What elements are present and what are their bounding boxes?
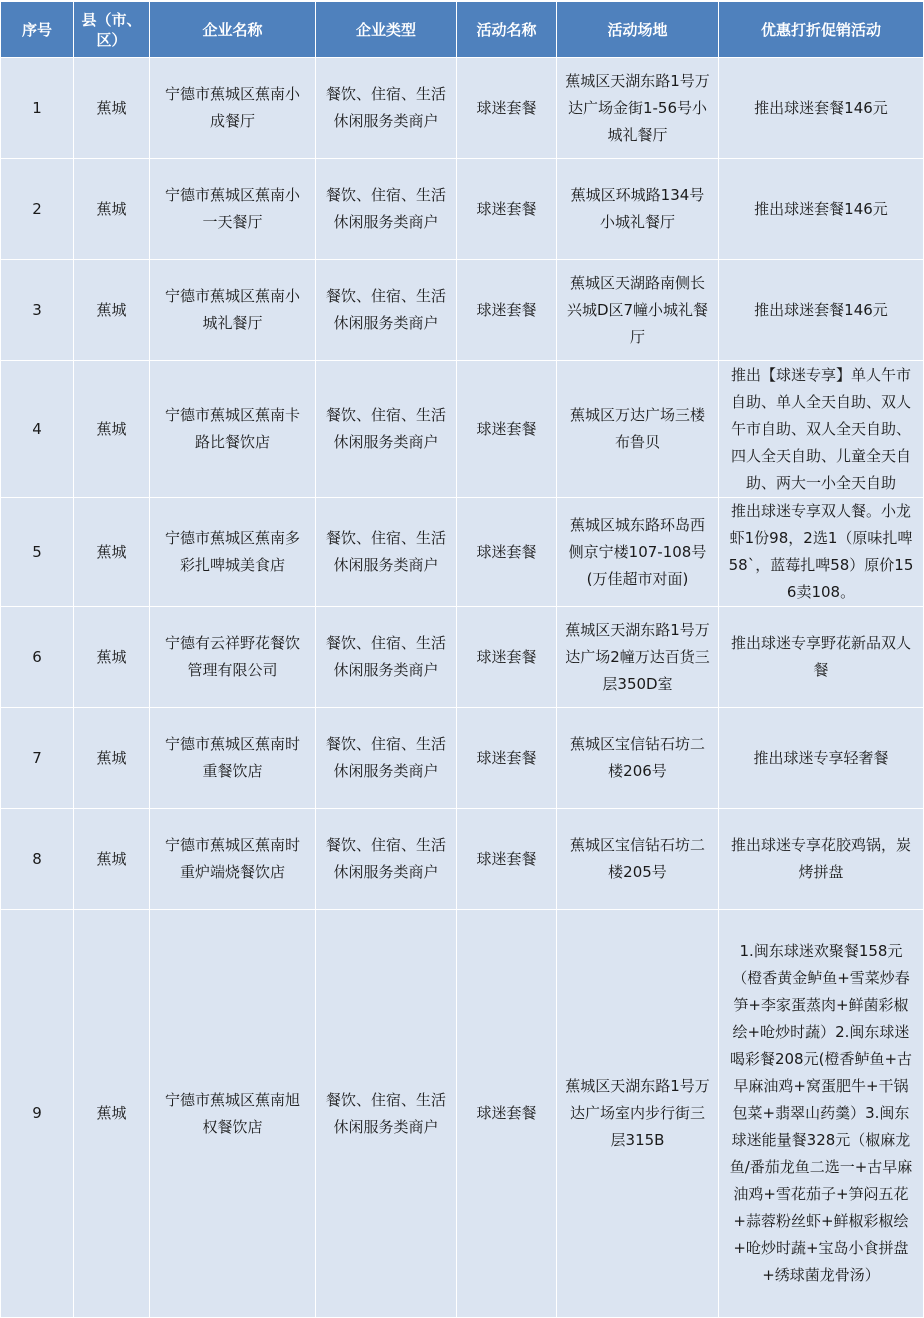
cell-company-type: 餐饮、住宿、生活休闲服务类商户 xyxy=(316,260,457,361)
cell-promotion: 推出球迷专享花胶鸡锅，炭烤拼盘 xyxy=(719,809,924,910)
cell-activity-name: 球迷套餐 xyxy=(457,361,557,498)
cell-county: 蕉城 xyxy=(74,910,150,1318)
header-company-type: 企业类型 xyxy=(316,2,457,58)
cell-company-type: 餐饮、住宿、生活休闲服务类商户 xyxy=(316,910,457,1318)
cell-county: 蕉城 xyxy=(74,159,150,260)
cell-activity-name: 球迷套餐 xyxy=(457,260,557,361)
cell-venue: 蕉城区万达广场三楼布鲁贝 xyxy=(557,361,719,498)
cell-serial-number: 5 xyxy=(1,498,74,607)
cell-promotion: 推出球迷专享野花新品双人餐 xyxy=(719,607,924,708)
cell-venue: 蕉城区天湖东路1号万达广场2幢万达百货三层350D室 xyxy=(557,607,719,708)
cell-promotion: 推出球迷套餐146元 xyxy=(719,159,924,260)
cell-serial-number: 8 xyxy=(1,809,74,910)
table-row xyxy=(1,910,924,1318)
cell-serial-number: 1 xyxy=(1,58,74,159)
cell-company-name: 宁德市蕉城区蕉南小成餐厅 xyxy=(150,58,316,159)
promotion-table xyxy=(0,1,924,1318)
cell-activity-name: 球迷套餐 xyxy=(457,498,557,607)
cell-promotion: 推出球迷套餐146元 xyxy=(719,260,924,361)
cell-venue: 蕉城区宝信钻石坊二楼206号 xyxy=(557,708,719,809)
table-row xyxy=(1,361,924,498)
table-row xyxy=(1,498,924,607)
cell-company-name: 宁德市蕉城区蕉南小城礼餐厅 xyxy=(150,260,316,361)
cell-venue: 蕉城区城东路环岛西侧京宁楼107-108号(万佳超市对面) xyxy=(557,498,719,607)
cell-serial-number: 6 xyxy=(1,607,74,708)
cell-company-name: 宁德市蕉城区蕉南时重餐饮店 xyxy=(150,708,316,809)
header-company-name: 企业名称 xyxy=(150,2,316,58)
header-county: 县（市、区） xyxy=(74,2,150,58)
cell-venue: 蕉城区天湖东路1号万达广场室内步行街三层315B xyxy=(557,910,719,1318)
cell-county: 蕉城 xyxy=(74,607,150,708)
cell-company-name: 宁德市蕉城区蕉南旭权餐饮店 xyxy=(150,910,316,1318)
cell-county: 蕉城 xyxy=(74,708,150,809)
header-promotion: 优惠打折促销活动 xyxy=(719,2,924,58)
cell-company-name: 宁德市蕉城区蕉南时重炉端烧餐饮店 xyxy=(150,809,316,910)
cell-company-type: 餐饮、住宿、生活休闲服务类商户 xyxy=(316,159,457,260)
cell-company-type: 餐饮、住宿、生活休闲服务类商户 xyxy=(316,809,457,910)
table-row xyxy=(1,809,924,910)
cell-activity-name: 球迷套餐 xyxy=(457,159,557,260)
cell-venue: 蕉城区天湖路南侧长兴城D区7幢小城礼餐厅 xyxy=(557,260,719,361)
table-row xyxy=(1,607,924,708)
cell-county: 蕉城 xyxy=(74,498,150,607)
cell-county: 蕉城 xyxy=(74,58,150,159)
cell-company-name: 宁德有云祥野花餐饮管理有限公司 xyxy=(150,607,316,708)
cell-serial-number: 2 xyxy=(1,159,74,260)
cell-promotion: 推出球迷专享轻奢餐 xyxy=(719,708,924,809)
cell-venue: 蕉城区环城路134号小城礼餐厅 xyxy=(557,159,719,260)
cell-promotion: 推出球迷套餐146元 xyxy=(719,58,924,159)
cell-promotion: 推出球迷专享双人餐。小龙虾1份98，2选1（原味扎啤58`，蓝莓扎啤58）原价156卖108。 xyxy=(719,498,924,607)
cell-county: 蕉城 xyxy=(74,260,150,361)
cell-company-type: 餐饮、住宿、生活休闲服务类商户 xyxy=(316,361,457,498)
cell-promotion: 1.闽东球迷欢聚餐158元（橙香黄金鲈鱼+雪菜炒春笋+李家蛋蒸肉+鲜菌彩椒绘+呛炒时蔬）2.闽东球迷喝彩餐208元(橙香鲈鱼+古早麻油鸡+窝蛋肥牛+干锅包菜+翡翠山药羹）3.闽东球迷能量餐328元（椒麻龙鱼/番茄龙鱼二选一+古早麻油鸡+雪花茄子+笋闷五花+蒜蓉粉丝虾+鲜椒彩椒绘+呛炒时蔬+宝岛小食拼盘+绣球菌龙骨汤） xyxy=(719,910,924,1318)
table-row xyxy=(1,159,924,260)
cell-serial-number: 4 xyxy=(1,361,74,498)
header-serial-number: 序号 xyxy=(1,2,74,58)
cell-serial-number: 3 xyxy=(1,260,74,361)
cell-county: 蕉城 xyxy=(74,809,150,910)
cell-promotion: 推出【球迷专享】单人午市自助、单人全天自助、双人午市自助、双人全天自助、四人全天自助、儿童全天自助、两大一小全天自助 xyxy=(719,361,924,498)
cell-company-type: 餐饮、住宿、生活休闲服务类商户 xyxy=(316,498,457,607)
cell-activity-name: 球迷套餐 xyxy=(457,58,557,159)
header-venue: 活动场地 xyxy=(557,2,719,58)
cell-company-type: 餐饮、住宿、生活休闲服务类商户 xyxy=(316,607,457,708)
cell-venue: 蕉城区宝信钻石坊二楼205号 xyxy=(557,809,719,910)
cell-county: 蕉城 xyxy=(74,361,150,498)
table-row xyxy=(1,58,924,159)
table-row xyxy=(1,708,924,809)
cell-activity-name: 球迷套餐 xyxy=(457,910,557,1318)
cell-activity-name: 球迷套餐 xyxy=(457,607,557,708)
cell-serial-number: 9 xyxy=(1,910,74,1318)
cell-serial-number: 7 xyxy=(1,708,74,809)
cell-activity-name: 球迷套餐 xyxy=(457,809,557,910)
table-row xyxy=(1,260,924,361)
cell-venue: 蕉城区天湖东路1号万达广场金街1-56号小城礼餐厅 xyxy=(557,58,719,159)
cell-activity-name: 球迷套餐 xyxy=(457,708,557,809)
header-row xyxy=(1,2,924,58)
cell-company-name: 宁德市蕉城区蕉南小一天餐厅 xyxy=(150,159,316,260)
cell-company-type: 餐饮、住宿、生活休闲服务类商户 xyxy=(316,58,457,159)
cell-company-name: 宁德市蕉城区蕉南卡路比餐饮店 xyxy=(150,361,316,498)
cell-company-name: 宁德市蕉城区蕉南多彩扎啤城美食店 xyxy=(150,498,316,607)
header-activity-name: 活动名称 xyxy=(457,2,557,58)
cell-company-type: 餐饮、住宿、生活休闲服务类商户 xyxy=(316,708,457,809)
